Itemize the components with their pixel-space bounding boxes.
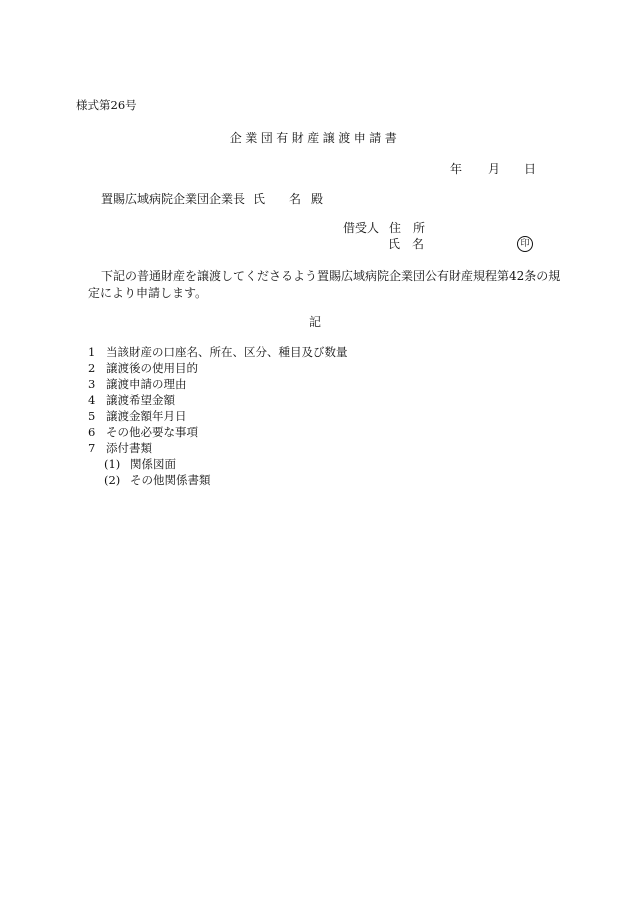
seal-mark: 印: [517, 236, 533, 252]
list-item: [88, 379, 187, 391]
addressee-dono: 殿: [311, 192, 324, 206]
list-item: [88, 443, 152, 455]
list-item-text: 添付書類: [106, 441, 152, 455]
document-title: 企業団有財産譲渡申請書: [229, 131, 401, 145]
list-item-number: 4: [88, 393, 96, 407]
addressee-line: [101, 193, 323, 205]
list-item-number: 2: [88, 361, 96, 375]
borrower-name-row: [388, 238, 424, 250]
list-item-text: その他必要な事項: [106, 425, 198, 439]
sub-list-item: [104, 475, 211, 487]
list-item-text: 譲渡申請の理由: [106, 377, 187, 391]
list-item: [88, 411, 187, 423]
list-item: [88, 395, 175, 407]
list-item-text: 譲渡後の使用目的: [106, 361, 198, 375]
list-item-number: 5: [88, 409, 96, 423]
list-item-text: 当該財産の口座名、所在、区分、種目及び数量: [106, 345, 348, 359]
sub-list-item-number: (1): [104, 457, 121, 471]
addressee-mei: 名: [289, 192, 302, 206]
list-item-number: 7: [88, 441, 96, 455]
address-label-1: 住: [389, 221, 402, 235]
body-text-line-1: 下記の普通財産を譲渡してくださるよう置賜広域病院企業団公有財産規程第42条の規: [101, 269, 561, 283]
list-item-text: 譲渡希望金額: [106, 393, 175, 407]
list-item-number: 6: [88, 425, 96, 439]
name-label-2: 名: [412, 237, 425, 251]
form-number: 様式第26号: [76, 98, 137, 112]
borrower-address-row: [343, 222, 425, 234]
address-label-2: 所: [413, 221, 426, 235]
list-item: [88, 363, 198, 375]
sub-list-item: [104, 459, 176, 471]
ki-heading: 記: [308, 315, 321, 329]
date-line: [450, 163, 536, 175]
list-item-text: 譲渡金額年月日: [106, 409, 187, 423]
name-label-1: 氏: [388, 237, 401, 251]
body-text-line-2: 定により申請します。: [88, 286, 208, 300]
list-item: [88, 347, 348, 359]
borrower-label: 借受人: [343, 221, 380, 235]
list-item: [88, 427, 198, 439]
date-day: 日: [524, 162, 537, 176]
list-item-number: 1: [88, 345, 96, 359]
sub-list-item-text: 関係図面: [130, 457, 176, 471]
sub-list-item-number: (2): [104, 473, 121, 487]
addressee-shi: 氏: [253, 192, 266, 206]
date-year: 年: [450, 162, 463, 176]
addressee-org: 置賜広域病院企業団企業長: [101, 192, 246, 206]
list-item-number: 3: [88, 377, 96, 391]
date-month: 月: [488, 162, 501, 176]
sub-list-item-text: その他関係書類: [130, 473, 211, 487]
